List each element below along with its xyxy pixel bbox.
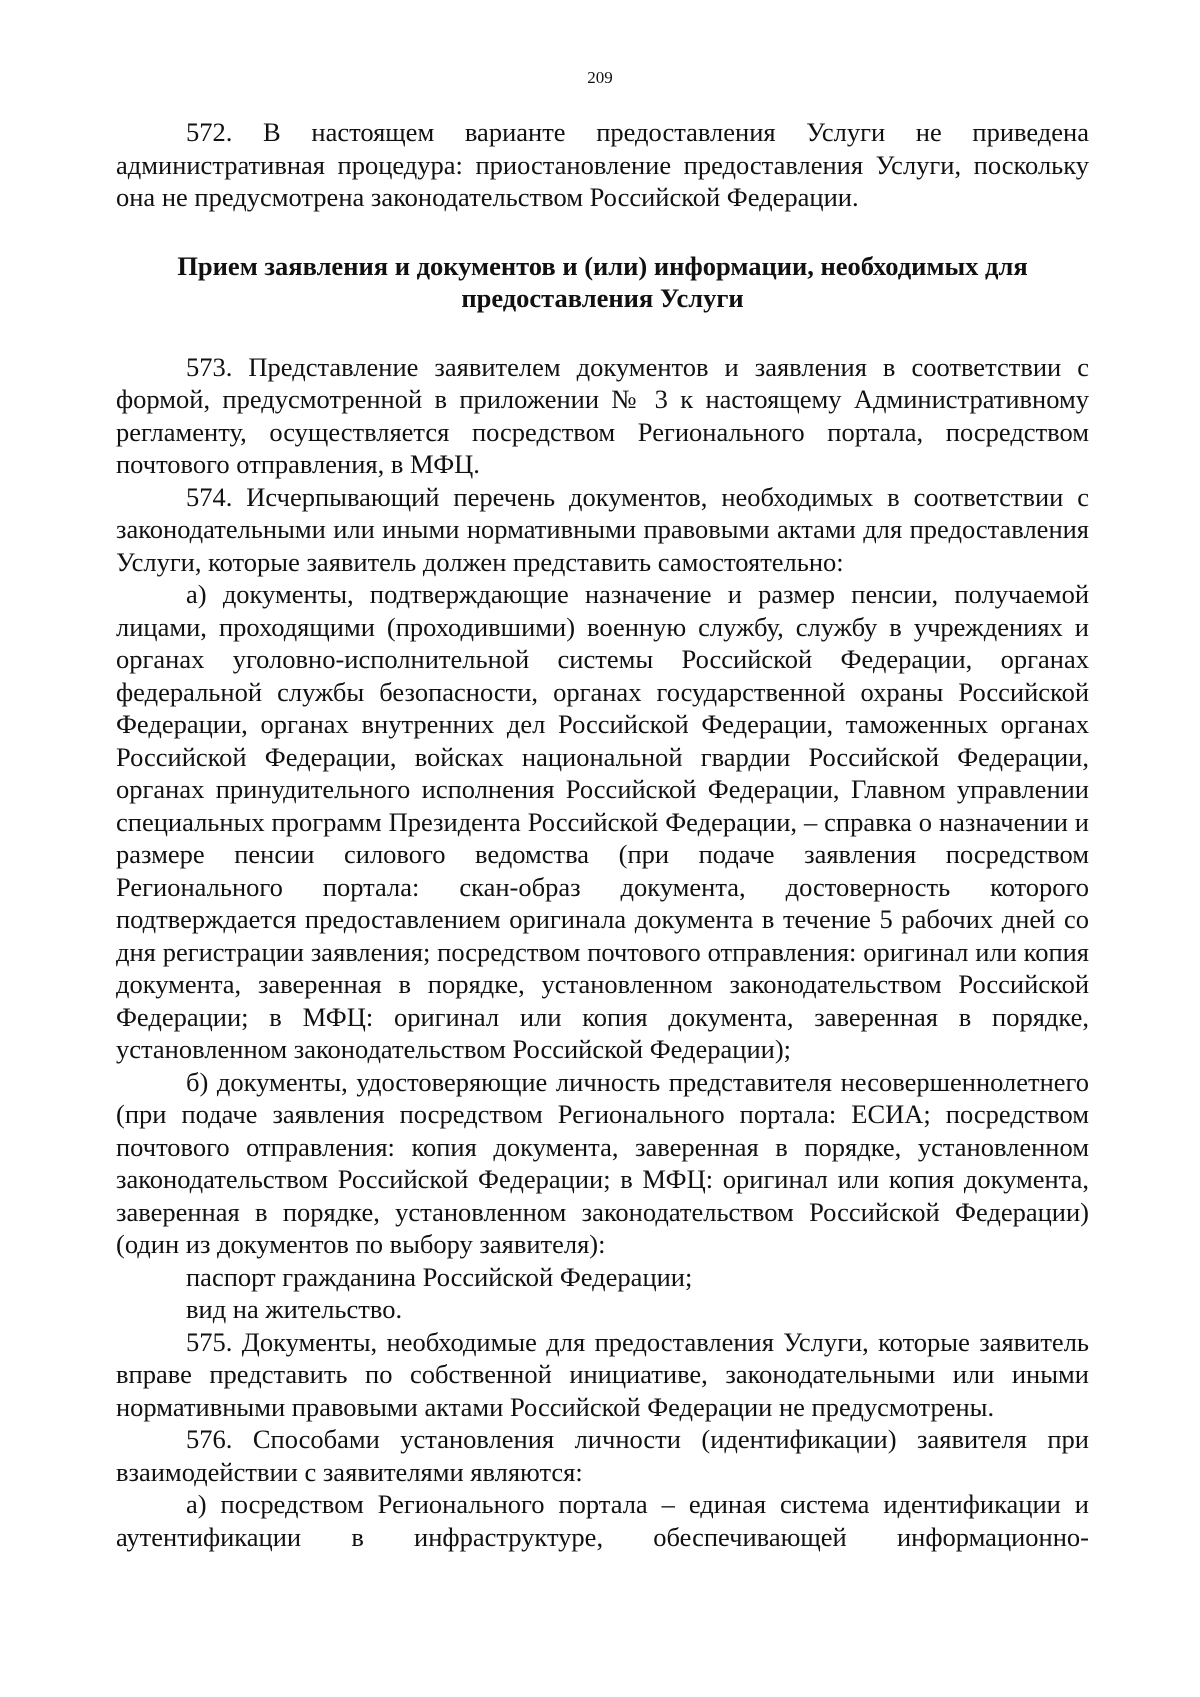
paragraph-574-b: б) документы, удостоверяющие личность представителя несовершеннолетнего (при подаче заявления посредством Регионального портала: ЕСИА; посредством почтового отправления: копия документа, заверенная в порядке, установленном законодательством Российской Федерации; в МФЦ: оригинал или копия документа, заверенная в порядке, установленном законодательством Российской Федерации) (один из документов по выбору заявителя): (116, 1066, 1089, 1259)
section-heading-line-1: Прием заявления и документов и (или) информации, необходимых для (177, 250, 1028, 281)
paragraph-574-a: а) документы, подтверждающие назначение и размер пенсии, получаемой лицами, проходящими (проходившими) военную службу, службу в учреждениях и органах уголовно-исполнительной системы Российской Федерации, органах федеральной службы безопасности, органах государственной охраны Российской Федерации, органах внутренних дел Российской Федерации, таможенных органах Российской Федерации, войсках национальной гвардии Российской Федерации, органах принудительного исполнения Российской Федерации, Главном управлении специальных программ Президента Российской Федерации, – справка о назначении и размере пенсии силового ведомства (при подаче заявления посредством Регионального портала: скан-образ документа, достоверность которого подтверждается предоставлением оригинала документа в течение 5 рабочих дней со дня регистрации заявления; посредством почтового отправления: оригинал или копия документа, заверенная в порядке, установленном законодательством Российской Федерации; в МФЦ: оригинал или копия документа, заверенная в порядке, установленном законодательством Российской Федерации); (116, 579, 1089, 1064)
paragraph-572: 572. В настоящем варианте предоставления Услуги не приведена административная процедура: приостановление предоставления Услуги, поскольку она не предусмотрена законодательством Российской Федерации. (116, 117, 1089, 212)
section-heading (116, 250, 1089, 315)
paragraph-576-a: а) посредством Регионального портала – единая система идентификации и аутентификации в инфраструктуре, обеспечивающей информационно- (116, 1489, 1089, 1552)
paragraph-573: 573. Представление заявителем документов и заявления в соответствии с формой, предусмотренной в приложении № 3 к настоящему Административному регламенту, осуществляется посредством Регионального портала, посредством почтового отправления, в МФЦ. (116, 351, 1089, 479)
document-body (116, 116, 1089, 1553)
list-item-residence-permit: вид на жительство. (186, 1294, 403, 1324)
page-number: 209 (587, 68, 613, 87)
paragraph-575: 575. Документы, необходимые для предоставления Услуги, которые заявитель вправе представить по собственной инициативе, законодательными или иными нормативными правовыми актами Российской Федерации не предусмотрены. (116, 1326, 1089, 1422)
section-heading-line-2: предоставления Услуги (461, 283, 744, 313)
list-item-passport: паспорт гражданина Российской Федерации; (186, 1261, 693, 1292)
paragraph-576: 576. Способами установления личности (идентификации) заявителя при взаимодействии с заявителями являются: (116, 1424, 1089, 1487)
paragraph-574: 574. Исчерпывающий перечень документов, необходимых в соответствии с законодательными или иными нормативными правовыми актами для предоставления Услуги, которые заявитель должен представить самостоятельно: (116, 481, 1089, 577)
